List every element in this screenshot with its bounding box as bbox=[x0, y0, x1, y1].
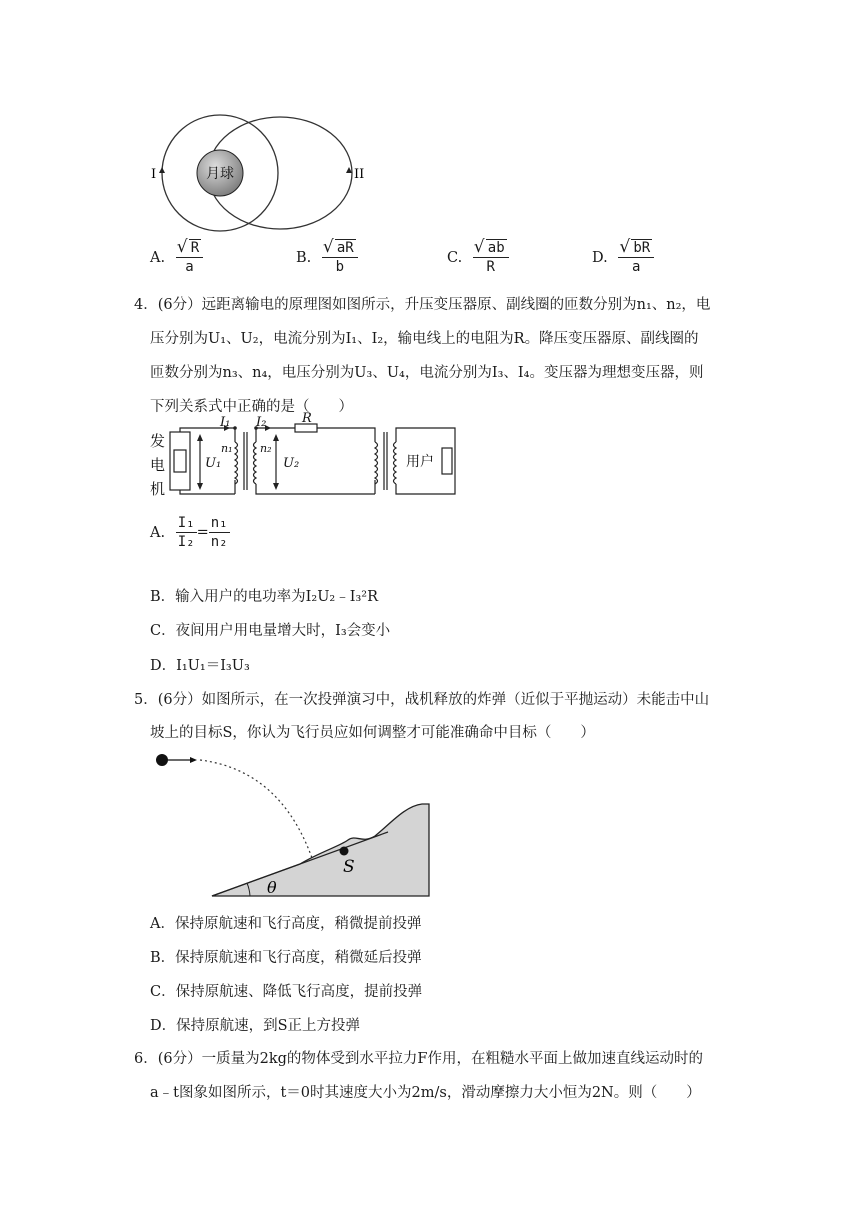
orbit-I-arrow bbox=[159, 167, 165, 173]
target-S-label: S bbox=[343, 857, 355, 877]
q5-stem-line-2: 坡上的目标S，你认为飞行员应如何调整才可能准确命中目标（ ） bbox=[150, 725, 595, 741]
angle-theta-label: θ bbox=[267, 878, 277, 897]
q4-option-d[interactable]: D．I₁U₁＝I₃U₃ bbox=[150, 658, 250, 674]
q4-stem-line-1: 4．(6分）远距离输电的原理图如图所示，升压变压器原、副线圈的匝数分别为n₁、n₂，电 bbox=[134, 297, 711, 313]
orbit-I-label: I bbox=[151, 167, 157, 182]
user-label: 用户 bbox=[406, 454, 434, 470]
q3-option-a[interactable]: A. √ $\frac{R}{a}$ bbox=[150, 240, 203, 275]
q6-stem-line-2: a﹣t图象如图所示，t＝0时其速度大小为2m/s，滑动摩擦力大小恒为2N。则（ ） bbox=[150, 1085, 701, 1101]
U1-label: U₁ bbox=[205, 456, 222, 471]
q4-stem-line-4: 下列关系式中正确的是（ ） bbox=[150, 399, 353, 415]
q4-option-a[interactable]: A. $\frac{\text{I₁}}{\text{I₂}}$ = $\frac{\text{n₁}}{\text{n₂}}$ bbox=[150, 515, 228, 550]
target-S-dot bbox=[340, 847, 349, 856]
q3-option-c[interactable]: C. √ $\frac{ab}{R}$ bbox=[447, 240, 509, 275]
R-label: R bbox=[302, 411, 312, 426]
trajectory-dotted bbox=[200, 760, 312, 858]
q5-option-c[interactable]: C．保持原航速、降低飞行高度，提前投弹 bbox=[150, 984, 423, 1000]
generator-label-1: 发 bbox=[150, 432, 166, 450]
q3-option-d[interactable]: D. √ $\frac{bR}{a}$ bbox=[592, 240, 654, 275]
q5-option-b[interactable]: B．保持原航速和飞行高度，稍微延后投弹 bbox=[150, 950, 422, 966]
q5-option-a[interactable]: A．保持原航速和飞行高度，稍微提前投弹 bbox=[150, 916, 422, 932]
n1-label: n₁ bbox=[221, 442, 233, 455]
n2-label: n₂ bbox=[260, 442, 272, 455]
user-load-box bbox=[442, 448, 452, 474]
q4-stem-line-3: 匝数分别为n₃、n₄，电压分别为U₃、U₄，电流分别为I₃、I₄。变压器为理想变压器，则 bbox=[150, 365, 704, 381]
moon-orbit-figure bbox=[145, 110, 370, 240]
transmission-circuit-figure bbox=[150, 411, 470, 502]
U2-label: U₂ bbox=[283, 456, 300, 471]
slope-hill bbox=[212, 804, 429, 896]
generator-label-3: 机 bbox=[150, 480, 166, 498]
generator-label-2: 电 bbox=[150, 456, 166, 474]
q5-stem-line-1: 5．(6分）如图所示，在一次投弹演习中，战机释放的炸弹（近似于平抛运动）未能击中山 bbox=[134, 692, 710, 708]
moon-label: 月球 bbox=[206, 166, 234, 182]
q4-stem-line-2: 压分别为U₁、U₂，电流分别为I₁、I₂，输电线上的电阻为R。降压变压器原、副线圈的 bbox=[150, 331, 699, 347]
orbit-II-label: II bbox=[354, 167, 365, 182]
plane-dot bbox=[156, 754, 168, 766]
q4-option-b[interactable]: B．输入用户的电功率为I₂U₂﹣I₃²R bbox=[150, 589, 378, 605]
I2-label: I₂ bbox=[256, 415, 267, 430]
q5-option-d[interactable]: D．保持原航速，到S正上方投弹 bbox=[150, 1018, 361, 1034]
q3-option-b[interactable]: B. √ $\frac{aR}{b}$ bbox=[296, 240, 358, 275]
I1-label: I₁ bbox=[220, 415, 231, 430]
bomb-slope-figure bbox=[150, 748, 435, 900]
q6-stem-line-1: 6．(6分）一质量为2kg的物体受到水平拉力F作用，在粗糙水平面上做加速直线运动时的 bbox=[134, 1051, 703, 1067]
q4-option-c[interactable]: C．夜间用户用电量增大时，I₃会变小 bbox=[150, 623, 391, 639]
